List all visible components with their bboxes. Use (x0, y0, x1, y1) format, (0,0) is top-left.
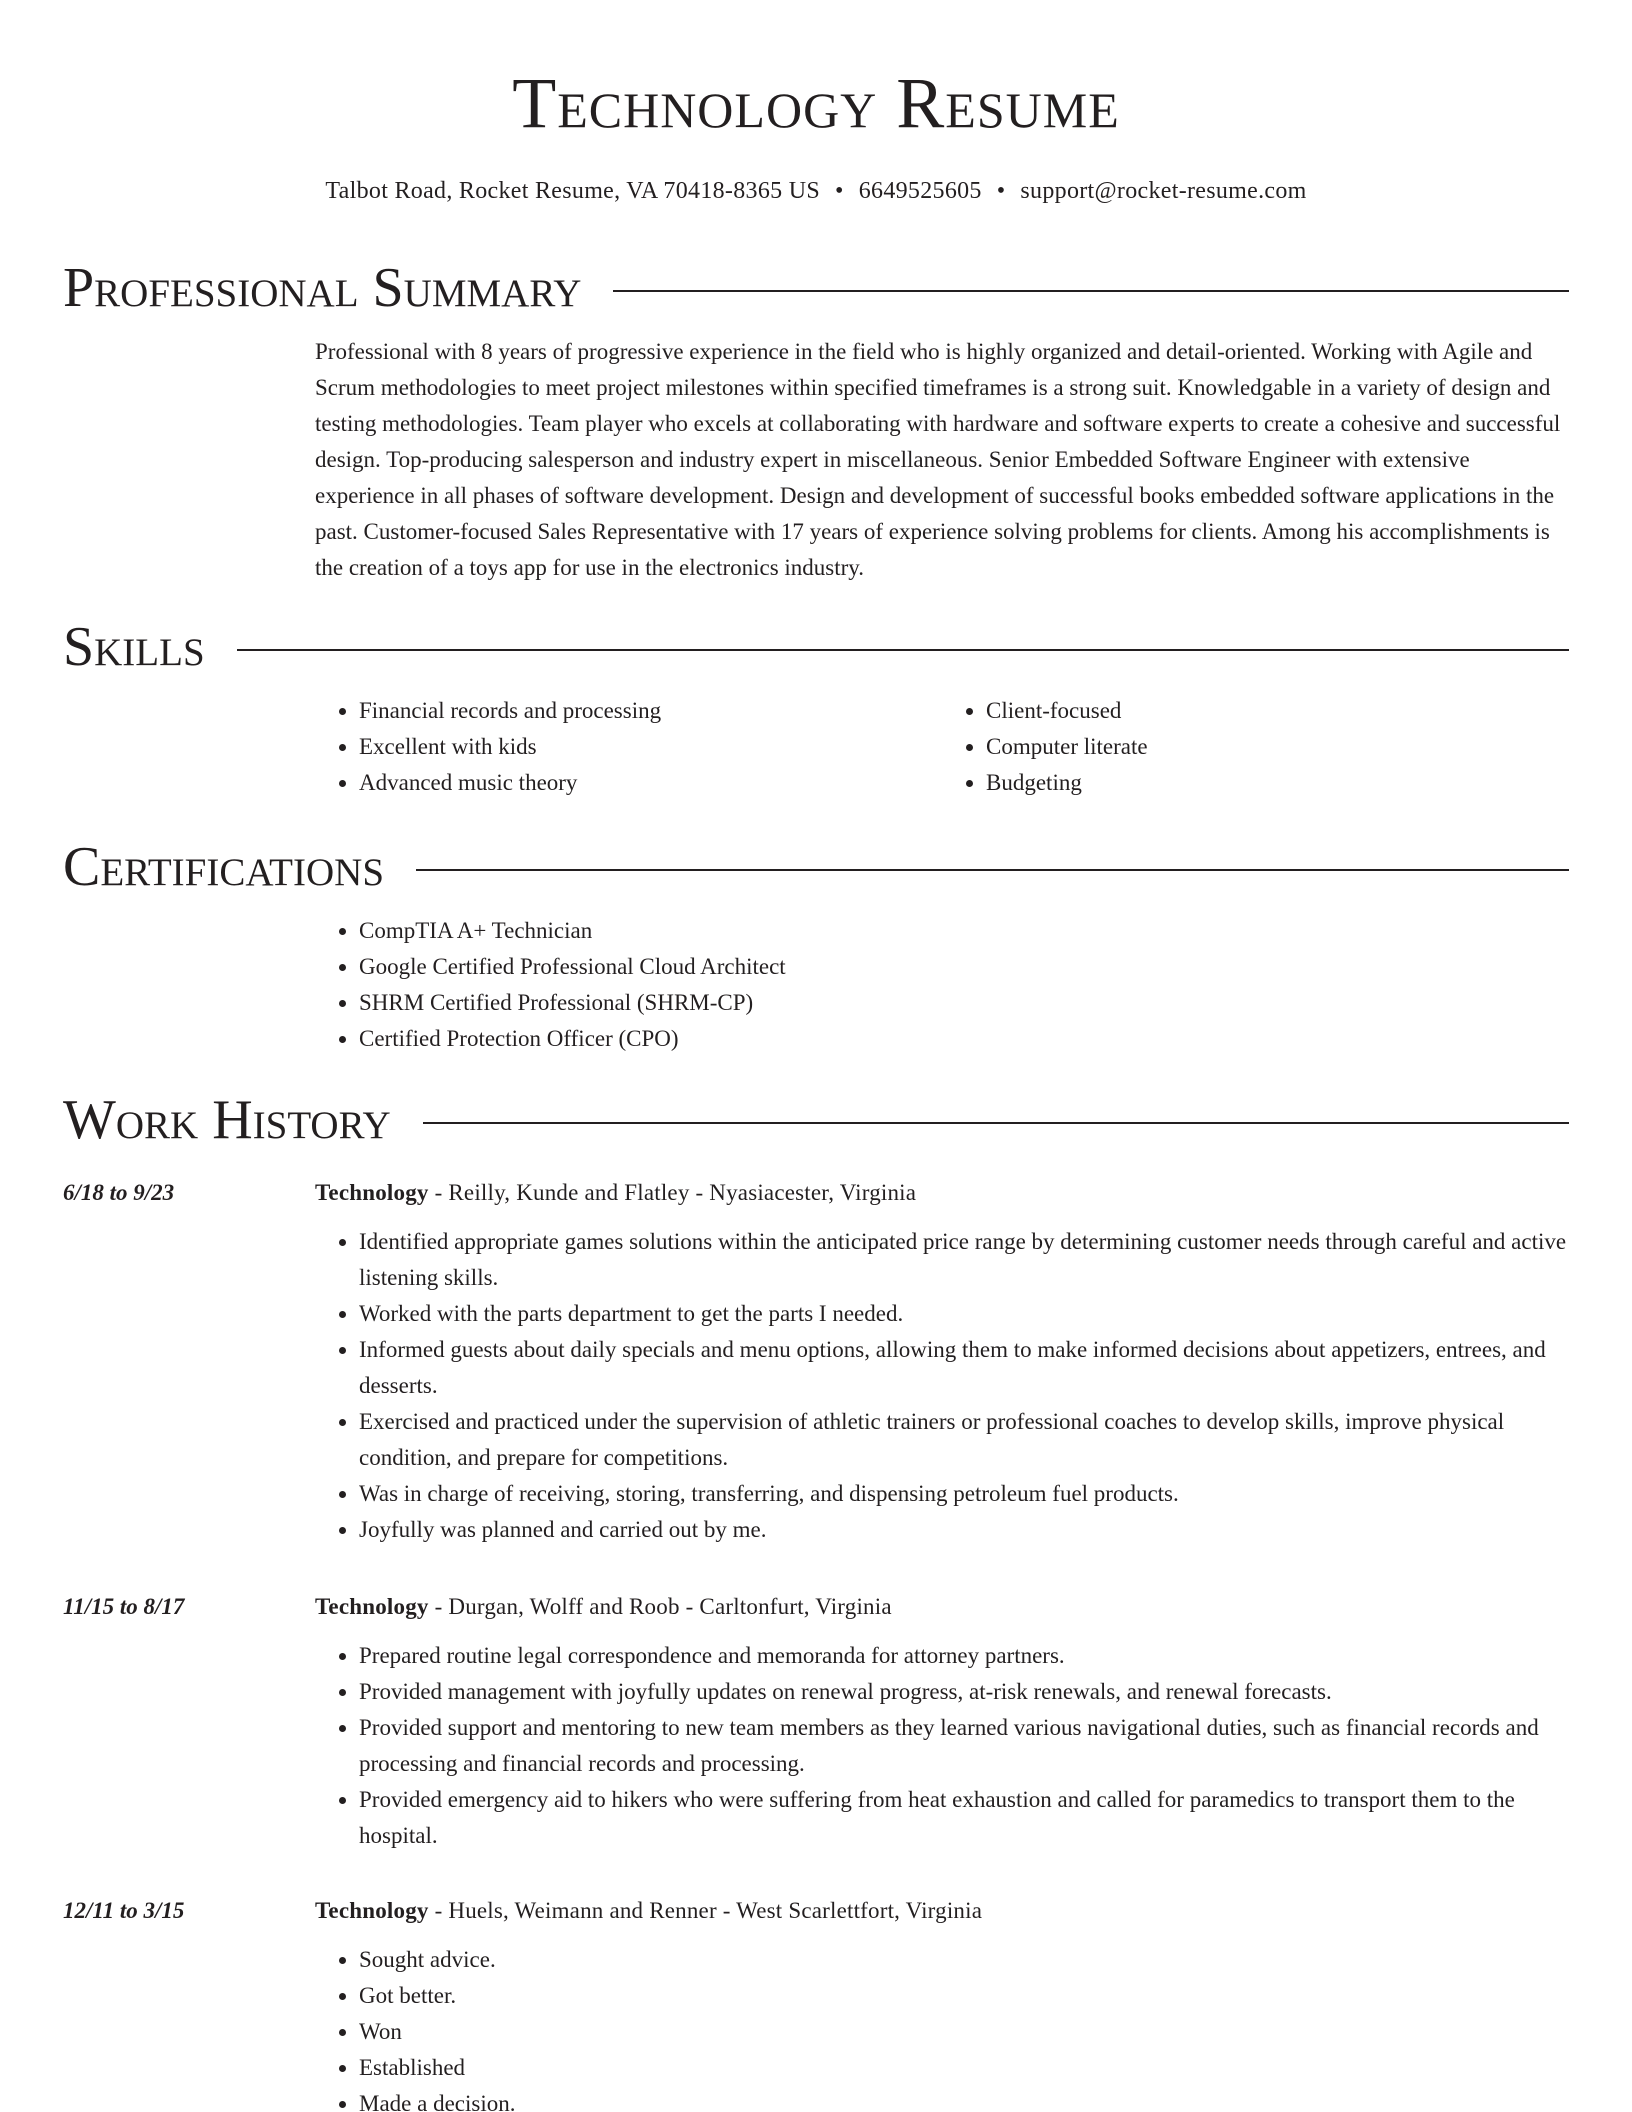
skills-heading: Skills (63, 616, 205, 678)
job-employer-location: - Durgan, Wolff and Roob - Carltonfurt, Virginia (428, 1594, 892, 1619)
contact-separator: • (996, 178, 1006, 204)
summary-heading: Professional Summary (63, 257, 582, 319)
job-duty-item: • Provided support and mentoring to new team members as they learned various navigational duties, such as financial records and processing and financial records and processing. (359, 1710, 1569, 1782)
job-employer-location: - Reilly, Kunde and Flatley - Nyasiacester, Virginia (428, 1180, 917, 1205)
job-dates: 6/18 to 9/23 (63, 1180, 175, 1205)
skill-item: • Excellent with kids (359, 729, 942, 765)
job-employer-location: - Huels, Weimann and Renner - West Scarlettfort, Virginia (428, 1898, 983, 1923)
job-duties (315, 1224, 1569, 1548)
job-entry (315, 1589, 1569, 1854)
skills-column-2 (942, 693, 1569, 801)
skill-item: • Client-focused (986, 693, 1569, 729)
job-duty-item: • Was in charge of receiving, storing, transferring, and dispensing petroleum fuel products. (359, 1476, 1569, 1512)
work-history-section-header (63, 1085, 1569, 1155)
job-title: Technology (315, 1180, 429, 1205)
skill-item: • Financial records and processing (359, 693, 942, 729)
summary-body (315, 334, 1569, 586)
job-title: Technology (315, 1594, 429, 1619)
job-duty-item: • Got better. (359, 1978, 1569, 2014)
job-duties (315, 1942, 1569, 2112)
section-divider (416, 869, 1569, 871)
work-history-heading: Work History (63, 1089, 391, 1151)
certification-item: • SHRM Certified Professional (SHRM-CP) (359, 985, 1569, 1021)
certification-item: • Certified Protection Officer (CPO) (359, 1021, 1569, 1057)
certifications-heading: Certifications (63, 836, 385, 898)
email: support@rocket-resume.com (1020, 178, 1307, 204)
job-duty-item: • Identified appropriate games solutions within the anticipated price range by determining customer needs through careful and active listening skills. (359, 1224, 1569, 1296)
section-divider (613, 290, 1569, 292)
address: Talbot Road, Rocket Resume, VA 70418-8365 US (325, 178, 821, 204)
job-header (315, 1893, 1569, 1929)
job-duty-item: • Won (359, 2014, 1569, 2050)
job-duty-item: • Sought advice. (359, 1942, 1569, 1978)
summary-section-header (63, 253, 1569, 323)
contact-line (0, 175, 1632, 207)
certification-item: • Google Certified Professional Cloud Architect (359, 949, 1569, 985)
section-divider (237, 649, 1569, 651)
job-title: Technology (315, 1898, 429, 1923)
skills-column-1 (315, 693, 942, 801)
skills-section-header (63, 612, 1569, 682)
job-header (315, 1175, 1569, 1211)
job-header (315, 1589, 1569, 1625)
job-duty-item: • Established (359, 2050, 1569, 2086)
certifications-list (315, 913, 1569, 1057)
job-duty-item: • Provided management with joyfully updates on renewal progress, at-risk renewals, and renewal forecasts. (359, 1674, 1569, 1710)
job-entry (315, 1893, 1569, 2112)
job-dates: 11/15 to 8/17 (63, 1594, 185, 1619)
job-duty-item: • Worked with the parts department to get the parts I needed. (359, 1296, 1569, 1332)
skill-item: • Advanced music theory (359, 765, 942, 801)
skill-item: • Computer literate (986, 729, 1569, 765)
job-duty-item: • Provided emergency aid to hikers who were suffering from heat exhaustion and called for paramedics to transport them to the hospital. (359, 1782, 1569, 1854)
summary-text: Professional with 8 years of progressive experience in the field who is highly organized and detail-oriented. Working with Agile and Scrum methodologies to meet project milestones within specified timeframes is a strong suit. Knowledgable in a variety of design and testing methodologies. Team player who excels at collaborating with hardware and software experts to create a cohesive and successful design. Top-producing salesperson and industry expert in miscellaneous. Senior Embedded Software Engineer with extensive experience in all phases of software development. Design and development of successful books embedded software applications in the past. Customer-focused Sales Representative with 17 years of experience solving problems for clients. Among his accomplishments is the creation of a toys app for use in the electronics industry. (315, 339, 1561, 580)
phone: 6649525605 (858, 178, 982, 204)
job-duty-item: • Made a decision. (359, 2086, 1569, 2112)
job-entry (315, 1175, 1569, 1548)
job-duty-item: • Exercised and practiced under the supervision of athletic trainers or professional coaches to develop skills, improve physical condition, and prepare for competitions. (359, 1404, 1569, 1476)
resume-title: Technology Resume (512, 63, 1120, 143)
job-dates: 12/11 to 3/15 (63, 1898, 185, 1923)
job-duties (315, 1638, 1569, 1854)
skill-item: • Budgeting (986, 765, 1569, 801)
job-duty-item: • Joyfully was planned and carried out by me. (359, 1512, 1569, 1548)
job-duty-item: • Informed guests about daily specials and menu options, allowing them to make informed decisions about appetizers, entrees, and desserts. (359, 1332, 1569, 1404)
certifications-section-header (63, 832, 1569, 902)
job-duty-item: • Prepared routine legal correspondence and memoranda for attorney partners. (359, 1638, 1569, 1674)
skills-list (315, 693, 1569, 801)
contact-separator: • (835, 178, 844, 204)
section-divider (423, 1122, 1569, 1124)
certification-item: • CompTIA A+ Technician (359, 913, 1569, 949)
